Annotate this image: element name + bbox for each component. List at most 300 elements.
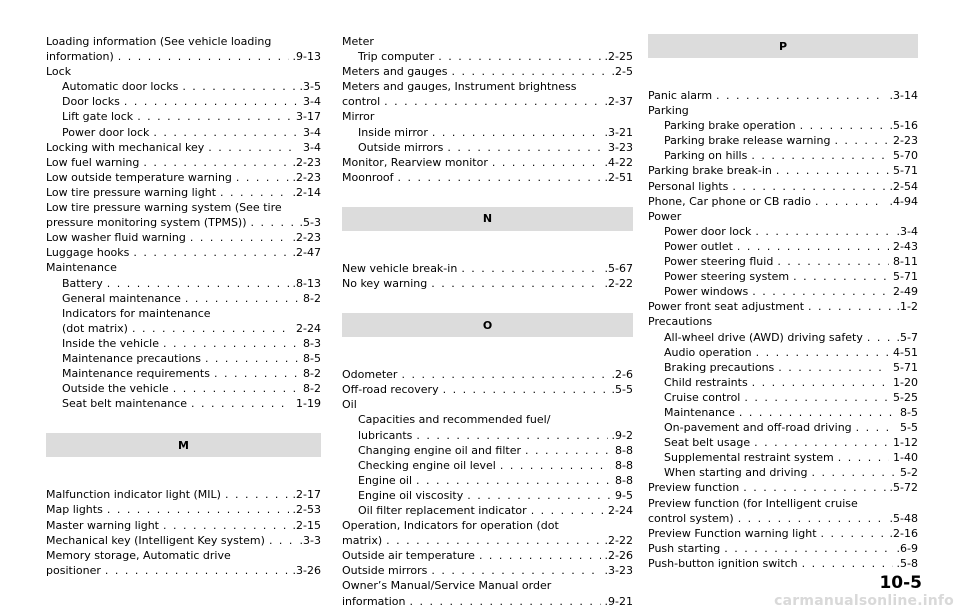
dot-leader [416, 428, 607, 443]
page-reference: .5-3 [299, 216, 321, 230]
index-entry [46, 140, 321, 155]
index-entry [342, 79, 633, 94]
section-header-m: M [46, 433, 321, 457]
dot-leader [815, 194, 886, 209]
index-entry [46, 502, 321, 517]
index-entry [342, 533, 633, 548]
page-reference: .2-26 [604, 549, 633, 563]
entry-text: Checking engine oil level [358, 458, 496, 472]
dot-leader [133, 245, 288, 260]
dot-leader [752, 375, 889, 390]
page-reference: .6-9 [896, 541, 918, 555]
entry-text: Maintenance requirements [62, 367, 210, 381]
page-reference: .2-22 [604, 277, 633, 291]
entry-text: Personal lights [648, 179, 729, 193]
entry-text: Map lights [46, 503, 103, 517]
index-subentry [342, 458, 633, 473]
entry-text: All-wheel drive (AWD) driving safety [664, 330, 863, 344]
dot-leader [384, 94, 600, 109]
entry-text: Preview function [648, 481, 740, 495]
page-reference: .9-2 [611, 428, 633, 442]
dot-leader [251, 215, 296, 230]
entry-text: information) [46, 50, 114, 64]
page-reference: .2-37 [604, 95, 633, 109]
entry-text: Master warning light [46, 518, 159, 532]
entry-text: Parking on hills [664, 149, 748, 163]
index-subentry [46, 321, 321, 336]
entry-text: Operation, Indicators for operation (dot [342, 519, 559, 533]
page-reference: .2-23 [292, 231, 321, 245]
entry-text: Low washer fluid warning [46, 231, 186, 245]
index-entry [648, 511, 918, 526]
index-subentry [648, 148, 918, 163]
dot-leader [438, 49, 600, 64]
entry-text: Low tire pressure warning light [46, 185, 217, 199]
page-reference: .2-16 [889, 526, 918, 540]
dot-leader [867, 330, 893, 345]
entry-text: Low outside temperature warning [46, 170, 232, 184]
page-reference: .1-2 [896, 300, 918, 314]
entry-text: Precautions [648, 315, 713, 329]
entry-text: Meters and gauges, Instrument brightness [342, 80, 577, 94]
dot-leader [398, 170, 601, 185]
index-subentry [46, 351, 321, 366]
page-reference: .2-53 [292, 503, 321, 517]
dot-leader [800, 118, 886, 133]
index-entry [342, 548, 633, 563]
entry-text: Parking [648, 104, 689, 118]
entry-text: Seat belt maintenance [62, 397, 187, 411]
page-reference: 5-71 [893, 360, 918, 374]
dot-leader [137, 109, 292, 124]
dot-leader [738, 511, 886, 526]
page-reference: .2-23 [292, 170, 321, 184]
index-subentry [46, 276, 321, 291]
entry-text: Braking precautions [664, 360, 775, 374]
page-reference: 5-71 [893, 164, 918, 178]
index-entry [46, 518, 321, 533]
page-reference: 5-25 [893, 390, 918, 404]
dot-leader [143, 155, 288, 170]
index-column-2 [342, 34, 633, 609]
entry-text: Power front seat adjustment [648, 300, 805, 314]
dot-leader [214, 366, 299, 381]
index-subentry [342, 125, 633, 140]
entry-text: Push starting [648, 541, 721, 555]
page-reference: .2-54 [889, 179, 918, 193]
entry-text: Supplemental restraint system [664, 451, 834, 465]
entry-text: Power windows [664, 285, 749, 299]
index-entry [648, 179, 918, 194]
entry-text: Power door lock [664, 224, 752, 238]
dot-leader [737, 239, 889, 254]
index-subentry [648, 390, 918, 405]
dot-leader [416, 473, 611, 488]
entry-text: Panic alarm [648, 89, 713, 102]
page-reference: 4-51 [893, 345, 918, 359]
entry-text: Malfunction indicator light (MIL) [46, 488, 221, 502]
page-reference: .2-15 [292, 518, 321, 532]
entry-text: Maintenance precautions [62, 351, 201, 365]
index-entry [342, 34, 633, 49]
entry-text: Moonroof [342, 170, 394, 184]
dot-leader [743, 480, 885, 495]
page-reference: .2-25 [604, 50, 633, 64]
entry-text: When starting and driving [664, 466, 808, 480]
page-reference: 3-4 [303, 95, 321, 109]
dot-leader [778, 360, 889, 375]
dot-leader [163, 518, 289, 533]
entry-text: positioner [46, 563, 101, 577]
dot-leader [107, 502, 289, 517]
dot-leader [182, 79, 295, 94]
index-subentry [46, 79, 321, 94]
page-reference: .5-48 [889, 511, 918, 525]
index-entry [648, 88, 918, 103]
dot-leader [431, 563, 600, 578]
page-reference: 3-23 [608, 140, 633, 154]
index-entry [648, 541, 918, 556]
entry-text: Engine oil [358, 473, 413, 487]
index-subentry [648, 118, 918, 133]
page-reference: 3-4 [303, 125, 321, 139]
entry-text: Loading information (See vehicle loading [46, 35, 272, 48]
dot-leader [479, 548, 601, 563]
entry-text: Power door lock [62, 125, 150, 139]
page-reference: 8-2 [303, 382, 321, 396]
page-reference: 2-24 [296, 321, 321, 335]
dot-leader [777, 254, 889, 269]
entry-text: Inside mirror [358, 125, 428, 139]
page-reference: .5-16 [889, 119, 918, 133]
index-subentry [648, 420, 918, 435]
index-entry [46, 49, 321, 64]
page-reference: 2-49 [893, 285, 918, 299]
index-subentry [648, 465, 918, 480]
page-reference: 1-40 [893, 451, 918, 465]
index-entry [342, 170, 633, 185]
dot-leader [447, 140, 604, 155]
entry-text: Indicators for maintenance [62, 306, 211, 320]
index-subentry [342, 412, 633, 427]
entry-text: Lock [46, 65, 72, 79]
page-reference: 8-3 [303, 336, 321, 350]
dot-leader [401, 367, 607, 382]
dot-leader [776, 163, 889, 178]
entry-text: Odometer [342, 368, 398, 382]
index-entry [46, 548, 321, 563]
section-header-p: P [648, 34, 918, 58]
dot-leader [461, 261, 600, 276]
index-subentry [342, 428, 633, 443]
dot-leader [492, 155, 601, 170]
dot-leader [432, 125, 601, 140]
page-reference: 3-17 [296, 110, 321, 124]
page-reference: 1-20 [893, 375, 918, 389]
entry-text: Power outlet [664, 239, 733, 253]
index-entry [342, 276, 633, 291]
page-reference: .2-6 [611, 368, 633, 382]
entry-text: Mechanical key (Intelligent Key system) [46, 533, 265, 547]
entry-text: lubricants [358, 428, 413, 442]
index-entry [46, 215, 321, 230]
entry-text: New vehicle break-in [342, 261, 458, 275]
section-header-n: N [342, 207, 633, 231]
index-entry [46, 200, 321, 215]
page-reference: .2-22 [604, 534, 633, 548]
index-entry [46, 170, 321, 185]
page-reference: 8-11 [893, 255, 918, 269]
index-entry [342, 397, 633, 412]
page-reference: 8-8 [615, 473, 633, 487]
index-entry [342, 594, 633, 609]
page-reference: 8-5 [900, 405, 918, 419]
page-reference: .9-21 [604, 594, 633, 608]
index-column-1 [46, 34, 321, 578]
entry-text: Seat belt usage [664, 436, 751, 450]
index-subentry [46, 396, 321, 411]
index-subentry [648, 224, 918, 239]
entry-text: Push-button ignition switch [648, 556, 798, 570]
page-reference: .3-23 [604, 564, 633, 578]
index-entry [648, 103, 918, 118]
entry-text: Memory storage, Automatic drive [46, 548, 231, 562]
entry-text: Capacities and recommended fuel/ [358, 413, 551, 427]
entry-text: Low fuel warning [46, 155, 140, 169]
page-reference: 2-24 [608, 503, 633, 517]
page-reference: .3-5 [299, 80, 321, 94]
page-reference: 5-71 [893, 270, 918, 284]
entry-text: Oil [342, 398, 357, 412]
page-reference: .3-21 [604, 125, 633, 139]
dot-leader [739, 405, 896, 420]
index-subentry [648, 345, 918, 360]
index-entry [648, 299, 918, 314]
dot-leader [410, 594, 601, 609]
dot-leader [744, 390, 889, 405]
index-subentry [342, 503, 633, 518]
dot-leader [821, 526, 886, 541]
index-subentry [46, 94, 321, 109]
index-column-3 [648, 34, 918, 571]
index-entry [648, 209, 918, 224]
index-entry [648, 194, 918, 209]
dot-leader [834, 133, 889, 148]
page-reference: .8-13 [292, 276, 321, 290]
index-subentry [648, 435, 918, 450]
entry-text: Outside air temperature [342, 549, 475, 563]
dot-leader [105, 563, 289, 578]
page-reference: .2-17 [292, 488, 321, 502]
entry-text: On-pavement and off-road driving [664, 421, 852, 435]
index-entry [648, 526, 918, 541]
entry-text: General maintenance [62, 291, 181, 305]
dot-leader [443, 382, 608, 397]
index-subentry [648, 239, 918, 254]
entry-text: Engine oil viscosity [358, 488, 464, 502]
index-entry [648, 163, 918, 178]
index-subentry [46, 381, 321, 396]
entry-text: Outside mirrors [342, 564, 428, 578]
index-subentry [342, 49, 633, 64]
entry-text: Phone, Car phone or CB radio [648, 194, 811, 208]
entry-text: Cruise control [664, 390, 741, 404]
dot-leader [802, 556, 893, 571]
entry-text: Off-road recovery [342, 383, 439, 397]
entry-text: Audio operation [664, 345, 752, 359]
page-reference: 8-8 [615, 458, 633, 472]
index-entry [46, 185, 321, 200]
entry-text: Trip computer [358, 50, 435, 64]
index-entry [342, 261, 633, 276]
index-subentry [46, 306, 321, 321]
entry-text: No key warning [342, 277, 428, 291]
dot-leader [269, 533, 296, 548]
page-reference: .5-67 [604, 261, 633, 275]
index-entry [46, 260, 321, 275]
index-entry [648, 480, 918, 495]
entry-text: Door locks [62, 95, 120, 109]
section-header-o: O [342, 313, 633, 337]
index-entry [342, 64, 633, 79]
index-entry [46, 245, 321, 260]
page-reference: .2-14 [292, 185, 321, 199]
page-reference: .5-5 [611, 383, 633, 397]
page-reference: 9-5 [615, 488, 633, 502]
dot-leader [732, 179, 885, 194]
page-reference: 8-8 [615, 443, 633, 457]
index-entry [46, 64, 321, 79]
page-reference: 5-70 [893, 149, 918, 163]
entry-text: (dot matrix) [62, 321, 128, 335]
entry-text: control [342, 95, 381, 109]
page-reference: .3-14 [889, 89, 918, 102]
page-reference: .2-23 [292, 155, 321, 169]
dot-leader [756, 345, 889, 360]
entry-text: Automatic door locks [62, 80, 179, 94]
page-reference: .3-4 [896, 224, 918, 238]
page-reference: 8-2 [303, 291, 321, 305]
entry-text: Preview Function warning light [648, 526, 817, 540]
entry-text: Changing engine oil and filter [358, 443, 521, 457]
dot-leader [118, 49, 289, 64]
index-entry [342, 94, 633, 109]
entry-text: Oil filter replacement indicator [358, 503, 527, 517]
entry-text: Power steering fluid [664, 255, 774, 269]
page-number: 10-5 [879, 573, 922, 593]
dot-leader [525, 443, 611, 458]
page-reference: 8-2 [303, 367, 321, 381]
page-reference: .5-7 [896, 330, 918, 344]
dot-leader [431, 276, 600, 291]
entry-text: Preview function (for Intelligent cruise [648, 496, 858, 510]
entry-text: Battery [62, 276, 103, 290]
dot-leader [531, 503, 604, 518]
dot-leader [716, 88, 885, 103]
entry-text: information [342, 594, 406, 608]
entry-text: Low tire pressure warning system (See tire [46, 201, 282, 215]
dot-leader [205, 351, 299, 366]
entry-text: matrix) [342, 534, 383, 548]
index-entry [648, 496, 918, 511]
index-entry [46, 487, 321, 502]
index-entry [342, 155, 633, 170]
dot-leader [208, 140, 299, 155]
index-entry [342, 109, 633, 124]
entry-text: Mirror [342, 110, 375, 124]
index-subentry [46, 336, 321, 351]
page-reference: .2-5 [611, 65, 633, 79]
watermark: carmanualsonline.info [774, 593, 954, 609]
dot-leader [153, 125, 299, 140]
dot-leader [124, 94, 299, 109]
index-entry [46, 230, 321, 245]
page-reference: .3-3 [299, 533, 321, 547]
index-subentry [648, 375, 918, 390]
index-subentry [648, 284, 918, 299]
entry-text: Parking brake operation [664, 119, 796, 133]
dot-leader [811, 465, 896, 480]
page-reference: 5-5 [900, 421, 918, 435]
index-entry [46, 563, 321, 578]
index-subentry [46, 291, 321, 306]
dot-leader [451, 64, 607, 79]
index-entry [342, 563, 633, 578]
dot-leader [755, 224, 892, 239]
index-entry [342, 382, 633, 397]
index-subentry [342, 443, 633, 458]
entry-text: Power steering system [664, 270, 790, 284]
dot-leader [236, 170, 289, 185]
page-reference: 3-4 [303, 140, 321, 154]
entry-text: pressure monitoring system (TPMS)) [46, 216, 247, 230]
page-reference: 8-5 [303, 351, 321, 365]
page-reference: .2-47 [292, 246, 321, 260]
dot-leader [467, 488, 611, 503]
index-entry [342, 367, 633, 382]
index-subentry [648, 330, 918, 345]
index-entry [342, 578, 633, 593]
dot-leader [751, 148, 889, 163]
entry-text: Locking with mechanical key [46, 140, 205, 154]
dot-leader [185, 291, 299, 306]
entry-text: Parking brake break-in [648, 164, 772, 178]
dot-leader [163, 336, 299, 351]
index-entry [648, 314, 918, 329]
dot-leader [808, 299, 893, 314]
page-reference: 1-12 [893, 436, 918, 450]
index-subentry [648, 269, 918, 284]
entry-text: Meter [342, 35, 374, 48]
page-reference: .9-13 [292, 50, 321, 64]
entry-text: Lift gate lock [62, 110, 134, 124]
index-subentry [648, 360, 918, 375]
index-entry [46, 155, 321, 170]
page-reference: .2-51 [604, 170, 633, 184]
entry-text: Luggage hooks [46, 246, 130, 260]
index-subentry [648, 133, 918, 148]
entry-text: Meters and gauges [342, 65, 448, 79]
entry-text: Owner’s Manual/Service Manual order [342, 579, 552, 593]
index-entry [46, 34, 321, 49]
dot-leader [754, 435, 889, 450]
index-entry [648, 556, 918, 571]
dot-leader [132, 321, 292, 336]
page-reference: 1-19 [296, 397, 321, 411]
index-subentry [342, 140, 633, 155]
entry-text: Child restraints [664, 375, 748, 389]
dot-leader [838, 450, 889, 465]
